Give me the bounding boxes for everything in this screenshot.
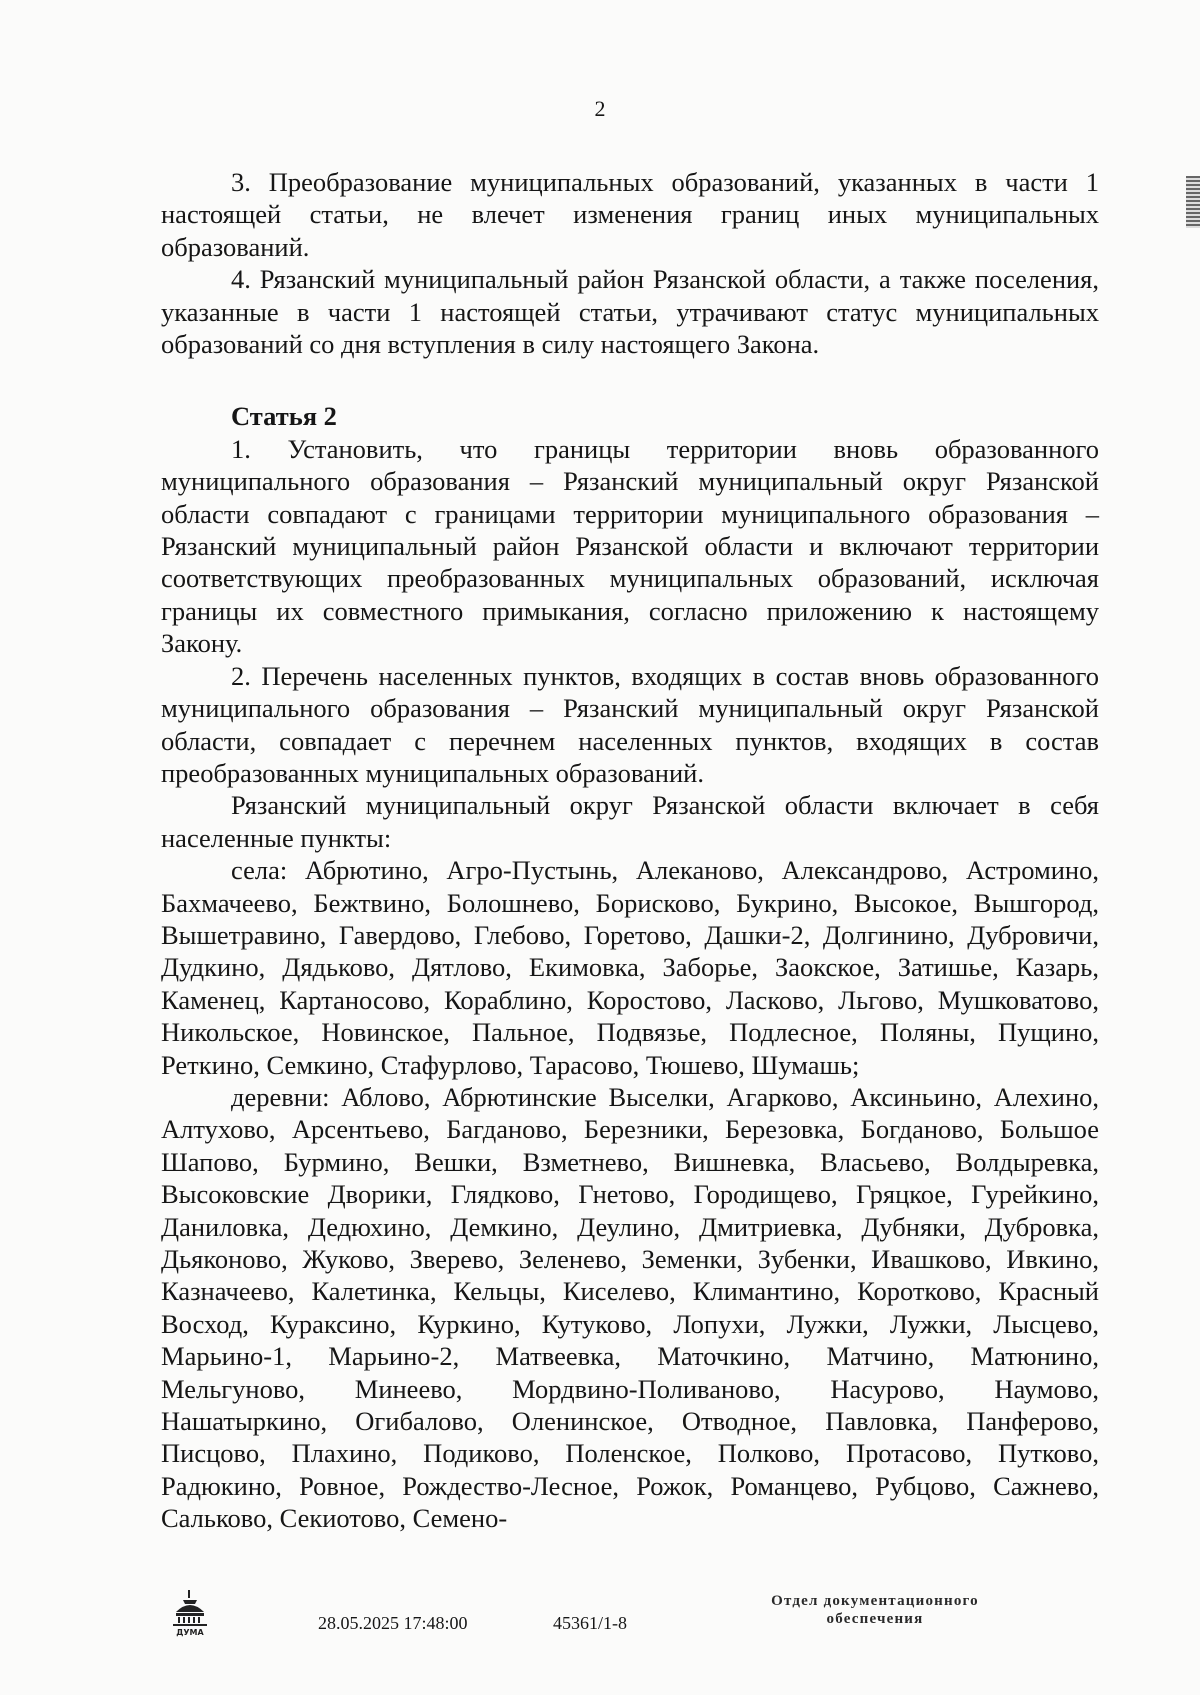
- stamp-line-2: обеспечения: [826, 1611, 924, 1627]
- footer-date: 28.05.2025 17:48:00: [318, 1613, 468, 1633]
- villages-sela-list: села: Абрютино, Агро-Пустынь, Алеканово, Александрово, Астромино, Бахмачеево, Бежтвино, Болошнево, Борисково, Букрино, Высокое, Вышгород, Вышетравино, Гавердово, Глебово, Горетово, Дашки-2, Долгинино, Дубровичи, Дудкино, Дядьково, Дятлово, Екимовка, Заборье, Заокское, Затишье, Казарь, Каменец, Картаносово, Кораблино, Коростово, Ласково, Льгово, Мушковатово, Никольское, Новинское, Пальное, Подвязье, Подлесное, Поляны, Пущино, Реткино, Семкино, Стафурлово, Тарасово, Тюшево, Шумашь;: [161, 855, 1099, 1080]
- footer-reg-number: 45361/1-8: [553, 1613, 627, 1633]
- villages-derevni-list: деревни: Аблово, Абрютинские Выселки, Агарково, Аксиньино, Алехино, Алтухово, Арсентьево, Багданово, Березники, Березовка, Богданово, Большое Шапово, Бурмино, Вешки, Взметнево, Вишневка, Власьево, Волдыревка, Высоковские Дворики, Глядково, Гнетово, Городищево, Гряцкое, Гурейкино, Даниловка, Дедюхино, Демкино, Деулино, Дмитриевка, Дубняки, Дубровка, Дьяконово, Жуково, Зверево, Зеленево, Земенки, Зубенки, Ивашково, Ивкино, Казначеево, Калетинка, Кельцы, Киселево, Климантино, Коротково, Красный Восход, Кураксино, Куркино, Кутуково, Лопухи, Лужки, Лужки, Лысцево, Марьино-1, Марьино-2, Матвеевка, Маточкино, Матчино, Матюнино, Мельгуново, Минеево, Мордвино-Поливаново, Насурово, Наумово, Нашатыркино, Огибалово, Оленинское, Отводное, Павловка, Панферово, Писцово, Плахино, Подиково, Поленское, Полково, Протасово, Путково, Радюкино, Ровное, Рождество-Лесное, Рожок, Романцево, Рубцово, Сажнево, Сальково, Секиотово, Семено-: [161, 1081, 1099, 1534]
- duma-emblem-icon: [168, 1590, 212, 1638]
- scan-edge-mark: [1186, 176, 1200, 228]
- footer: [0, 1590, 1200, 1650]
- settlements-intro: Рязанский муниципальный округ Рязанской области включает в себя населенные пункты:: [161, 790, 1099, 853]
- article-paragraph-2: 2. Перечень населенных пунктов, входящих в состав вновь образованного муниципального образования – Рязанский муниципальный округ Рязанской области, совпадает с перечнем населенных пунктов, входящих в состав преобразованных муниципальных образований.: [161, 660, 1099, 788]
- page-number: 2: [594, 96, 606, 121]
- emblem-text: ДУМА: [176, 1628, 204, 1637]
- document-body: [161, 166, 1099, 1535]
- paragraph-4: 4. Рязанский муниципальный район Рязанской области, а также поселения, указанные в части 1 настоящей статьи, утрачивают статус муниципальных образований со дня вступления в силу настоящего Закона.: [161, 264, 1099, 360]
- stamp-line-1: Отдел документационного: [771, 1593, 979, 1609]
- article-paragraph-1: 1. Установить, что границы территории вновь образованного муниципального образования – Рязанский муниципальный округ Рязанской области совпадают с границами территории муниципального образования – Рязанский муниципальный район Рязанской области и включают территории соответствующих преобразованных муниципальных образований, исключая границы их совместного примыкания, согласно приложению к настоящему Закону.: [161, 433, 1099, 659]
- paragraph-3: 3. Преобразование муниципальных образований, указанных в части 1 настоящей статьи, не влечет изменения границ иных муниципальных образований.: [161, 167, 1099, 262]
- department-stamp: [730, 1592, 1020, 1628]
- article-heading: Статья 2: [231, 401, 337, 432]
